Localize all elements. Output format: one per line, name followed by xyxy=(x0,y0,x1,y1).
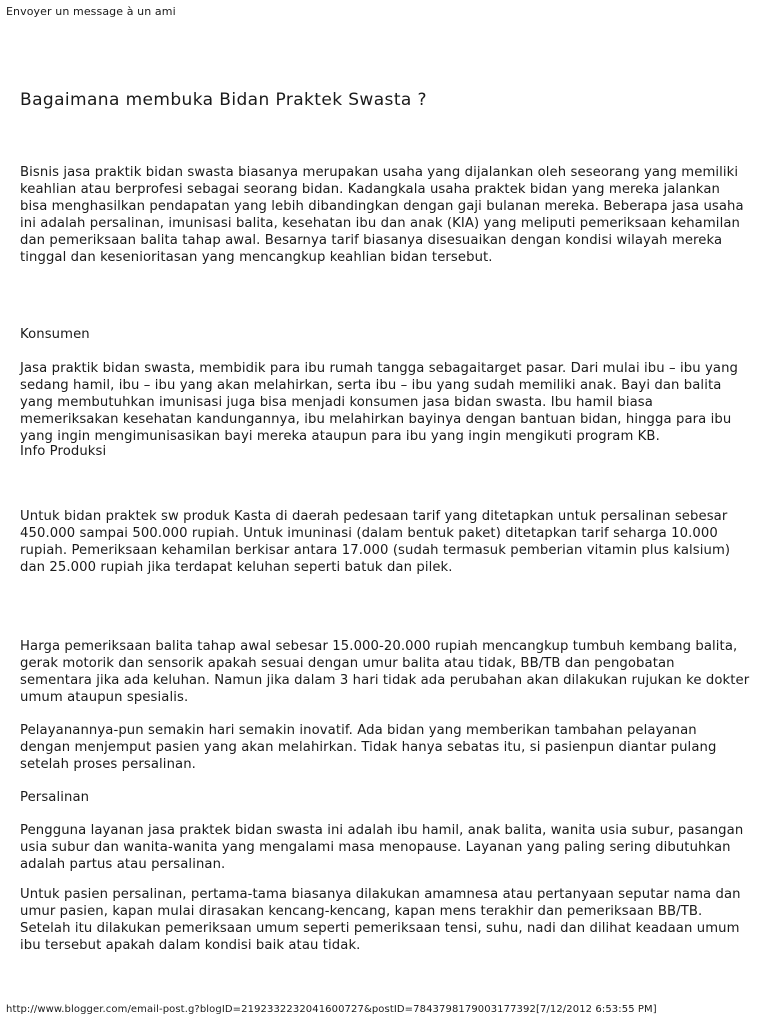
section-heading-info-produksi: Info Produksi xyxy=(20,444,107,459)
pelayanan-paragraph: Pelayanannya-pun semakin hari semakin inovatif. Ada bidan yang memberikan tambahan pelayanan dengan menjemput pasien yang akan melahirkan. Tidak hanya sebatas itu, si pasienpun diantar pulang setelah proses persalinan. xyxy=(20,723,717,772)
footer-url: http://www.blogger.com/email-post.g?blogID=2192332232041600727&postID=7843798179003177392[7/12/2012 6:53:55 PM] xyxy=(6,1004,657,1015)
section-heading-persalinan: Persalinan xyxy=(20,790,90,805)
section-heading-konsumen: Konsumen xyxy=(20,327,90,342)
page-title: Bagaimana membuka Bidan Praktek Swasta ? xyxy=(20,90,427,110)
konsumen-paragraph: Jasa praktik bidan swasta, membidik para ibu rumah tangga sebagaitarget pasar. Dari mulai ibu – ibu yang sedang hamil, ibu – ibu yang akan melahirkan, serta ibu – ibu yang sudah memiliki anak. Bayi dan balita yang membutuhkan imunisasi juga bisa menjadi konsumen jasa bidan swasta. Ibu hamil biasa memeriksakan kesehatan kandungannya, ibu melahirkan bayinya dengan bantuan bidan, hingga para ibu yang ingin mengimunisasikan bayi mereka ataupun para ibu yang ingin mengikuti program KB. xyxy=(20,361,739,444)
balita-paragraph: Harga pemeriksaan balita tahap awal sebesar 15.000-20.000 rupiah mencangkup tumbuh kembang balita, gerak motorik dan sensorik apakah sesuai dengan umur balita atau tidak, BB/TB dan pengobatan sementara jika ada keluhan. Namun jika dalam 3 hari tidak ada perubahan akan dilakukan rujukan ke dokter umum ataupun spesialis. xyxy=(20,639,750,705)
send-to-friend-link[interactable]: Envoyer un message à un ami xyxy=(6,5,176,18)
pengguna-paragraph: Pengguna layanan jasa praktek bidan swasta ini adalah ibu hamil, anak balita, wanita usia subur, pasangan usia subur dan wanita-wanita yang mengalami masa menopause. Layanan yang paling sering dibutuhkan adalah partus atau persalinan. xyxy=(20,823,744,872)
pasien-persalinan-paragraph: Untuk pasien persalinan, pertama-tama biasanya dilakukan amamnesa atau pertanyaan seputar nama dan umur pasien, kapan mulai dirasakan kencang-kencang, kapan mens terakhir dan pemeriksaan BB/TB. Setelah itu dilakukan pemeriksaan umum seperti pemeriksaan tensi, suhu, nadi dan dilihat keadaan umum ibu tersebut apakah dalam kondisi baik atau tidak. xyxy=(20,887,741,953)
intro-paragraph: Bisnis jasa praktik bidan swasta biasanya merupakan usaha yang dijalankan oleh seseorang yang memiliki keahlian atau berprofesi sebagai seorang bidan. Kadangkala usaha praktek bidan yang mereka jalankan bisa menghasilkan pendapatan yang lebih dibandingkan dengan gaji bulanan mereka. Beberapa jasa usaha ini adalah persalinan, imunisasi balita, kesehatan ibu dan anak (KIA) yang meliputi pemeriksaan kehamilan dan pemeriksaan balita tahap awal. Besarnya tarif biasanya disesuaikan dengan kondisi wilayah mereka tinggal dan kesenioritasan yang mencangkup keahlian bidan tersebut. xyxy=(20,165,744,265)
tarif-paragraph: Untuk bidan praktek sw produk Kasta di daerah pedesaan tarif yang ditetapkan untuk persalinan sebesar 450.000 sampai 500.000 rupiah. Untuk imuninasi (dalam bentuk paket) ditetapkan tarif seharga 10.000 rupiah. Pemeriksaan kehamilan berkisar antara 17.000 (sudah termasuk pemberian vitamin plus kalsium) dan 25.000 rupiah jika terdapat keluhan seperti batuk dan pilek. xyxy=(20,509,731,575)
